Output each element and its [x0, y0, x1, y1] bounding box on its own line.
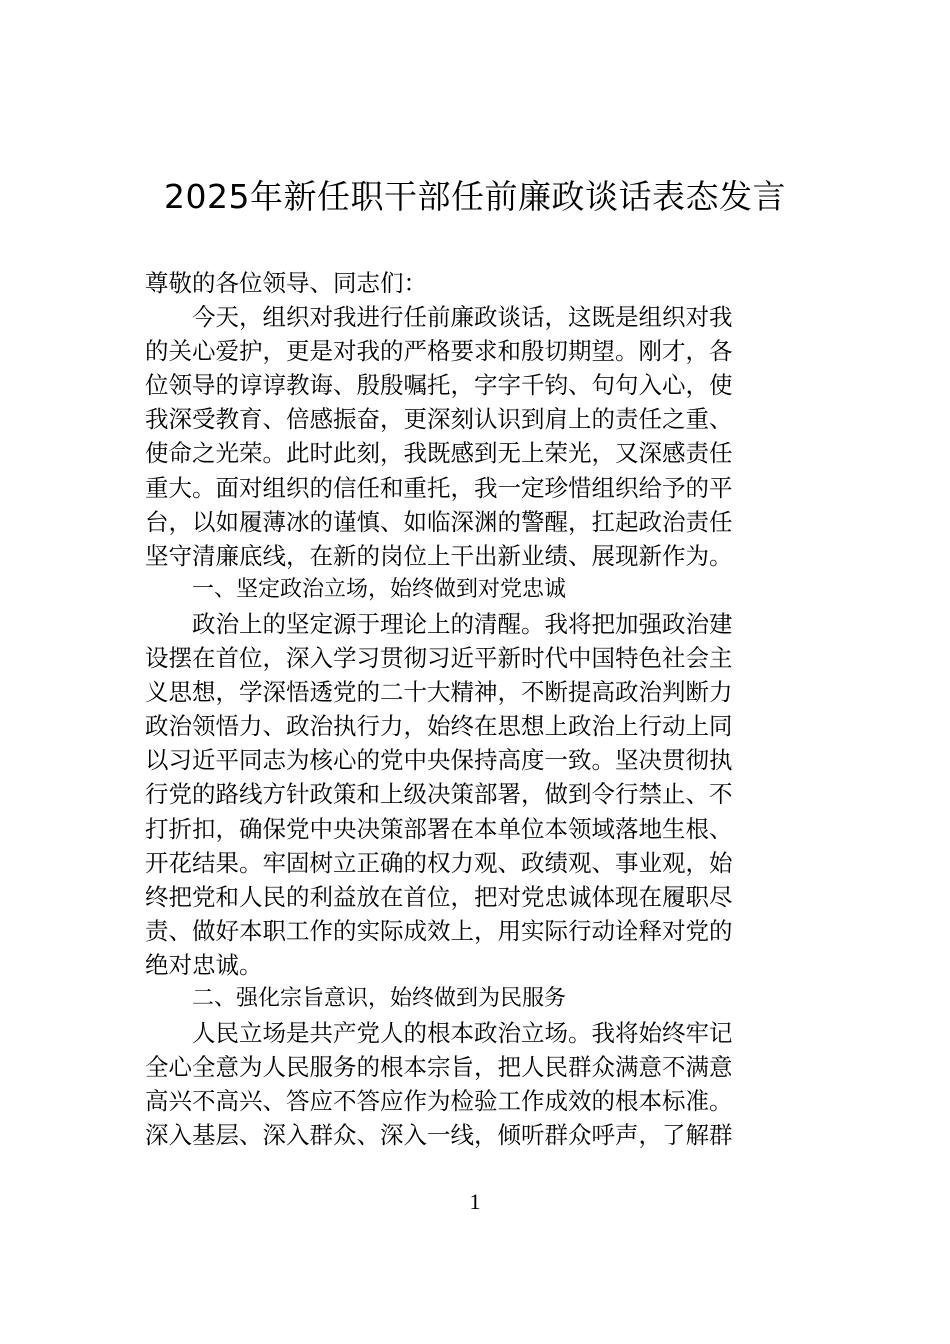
paragraph-line: 坚守清廉底线，在新的岗位上干出新业绩、展现新作为。 — [145, 541, 733, 570]
section-heading: 二、强化宗旨意识，始终做到为民服务 — [192, 985, 567, 1011]
paragraph-line: 今天，组织对我进行任前廉政谈话，这既是组织对我 — [192, 303, 733, 332]
paragraph-line: 尊敬的各位领导、同志们： — [145, 269, 427, 297]
paragraph-line: 终把党和人民的利益放在首位，把对党忠诚体现在履职尽 — [145, 882, 733, 911]
document-body — [145, 266, 810, 1152]
paragraph-line: 全心全意为人民服务的根本宗旨，把人民群众满意不满意 — [145, 1053, 733, 1082]
paragraph-line: 台，以如履薄冰的谨慎、如临深渊的警醒，扛起政治责任 — [145, 507, 733, 536]
paragraph-line: 打折扣，确保党中央决策部署在本单位本领域落地生根、 — [145, 814, 733, 843]
paragraph-line: 政治领悟力、政治执行力，始终在思想上政治上行动上同 — [145, 712, 733, 741]
paragraph-line: 以习近平同志为核心的党中央保持高度一致。坚决贯彻执 — [145, 746, 733, 775]
paragraph-line: 义思想，学深悟透党的二十大精神，不断提高政治判断力 — [145, 678, 733, 707]
paragraph-line: 绝对忠诚。 — [145, 950, 263, 979]
paragraph-line: 设摆在首位，深入学习贯彻习近平新时代中国特色社会主 — [145, 644, 733, 673]
paragraph-line: 的关心爱护，更是对我的严格要求和殷切期望。刚才，各 — [145, 337, 733, 366]
page-title: 2025年新任职干部任前廉政谈话表态发言 — [164, 177, 786, 216]
paragraph-line: 深入基层、深入群众、深入一线，倾听群众呼声，了解群 — [145, 1121, 733, 1150]
section-heading: 一、坚定政治立场，始终做到对党忠诚 — [192, 576, 567, 602]
paragraph-line: 高兴不高兴、答应不答应作为检验工作成效的根本标准。 — [145, 1087, 733, 1116]
paragraph-line: 位领导的谆谆教诲、殷殷嘱托，字字千钧、句句入心，使 — [145, 371, 733, 400]
paragraph-line: 人民立场是共产党人的根本政治立场。我将始终牢记 — [192, 1019, 733, 1048]
paragraph-line: 责、做好本职工作的实际成效上，用实际行动诠释对党的 — [145, 916, 733, 945]
paragraph-line: 行党的路线方针政策和上级决策部署，做到令行禁止、不 — [145, 780, 733, 809]
paragraph-line: 开花结果。牢固树立正确的权力观、政绩观、事业观，始 — [145, 848, 733, 877]
paragraph-line: 我深受教育、倍感振奋，更深刻认识到肩上的责任之重、 — [145, 405, 733, 434]
paragraph-line: 重大。面对组织的信任和重托，我一定珍惜组织给予的平 — [145, 473, 733, 502]
paragraph-line: 政治上的坚定源于理论上的清醒。我将把加强政治建 — [192, 609, 733, 638]
paragraph-line: 使命之光荣。此时此刻，我既感到无上荣光，又深感责任 — [145, 439, 733, 468]
page-number: 1 — [469, 1189, 481, 1214]
